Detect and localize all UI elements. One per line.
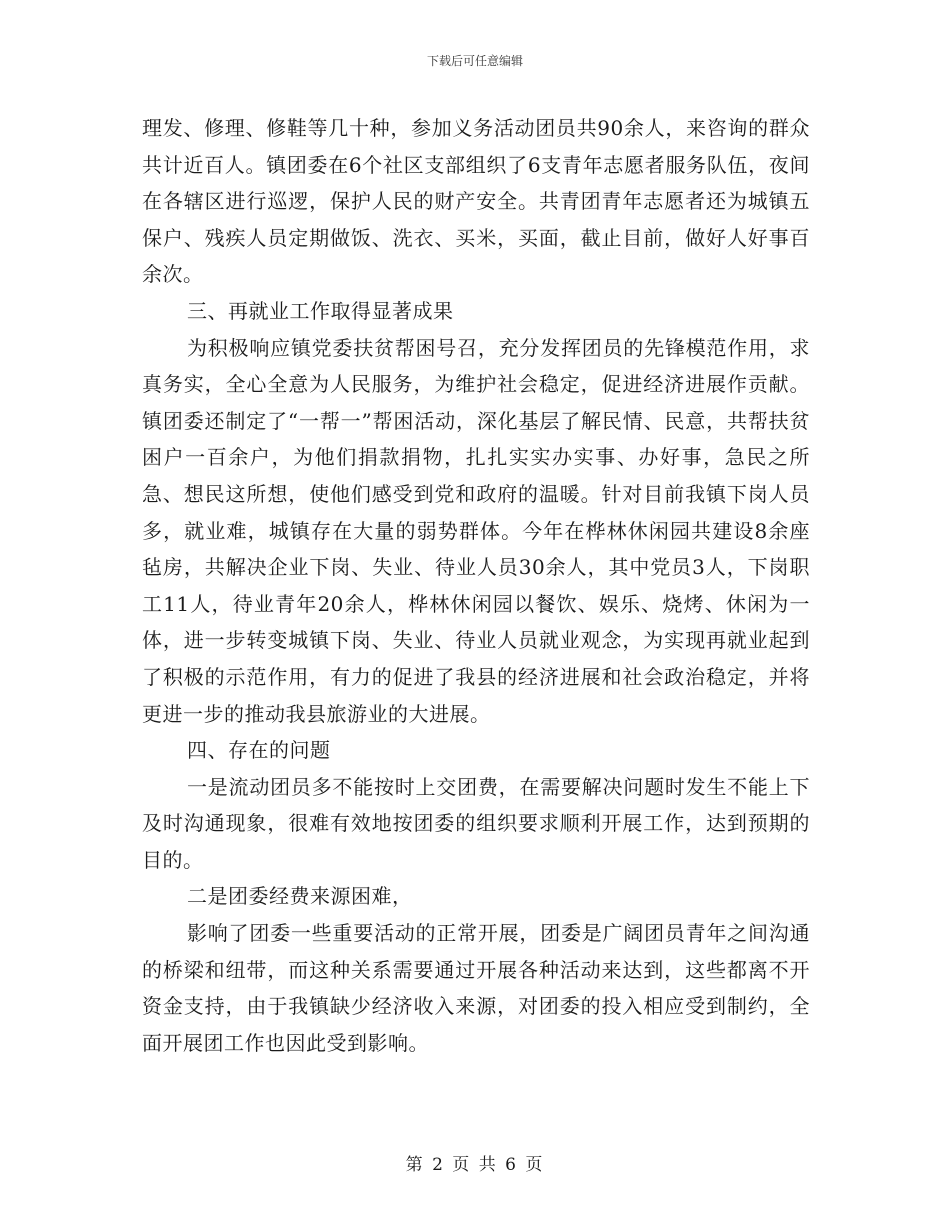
paragraph: 影响了团委一些重要活动的正常开展，团委是广阔团员青年之间沟通的桥梁和纽带，而这种关系需要通过开展各种活动来达到，这些都离不开资金支持，由于我镇缺少经济收入来源，对团委的投入相应受到制约，全面开展团工作也因此受到影响。	[142, 921, 810, 1055]
page-number: 第 2 页 共 6 页	[405, 1155, 545, 1175]
document-body	[142, 110, 810, 1061]
section-heading: 四、存在的问题	[187, 738, 331, 763]
section-heading: 三、再就业工作取得显著成果	[187, 298, 454, 323]
paragraph: 一是流动团员多不能按时上交团费，在需要解决问题时发生不能上下及时沟通现象，很难有效地按团委的组织要求顺利开展工作，达到预期的目的。	[142, 774, 810, 872]
paragraph: 为积极响应镇党委扶贫帮困号召，充分发挥团员的先锋模范作用，求真务实，全心全意为人民服务，为维护社会稳定，促进经济进展作贡献。镇团委还制定了“一帮一”帮困活动，深化基层了解民情、民意，共帮扶贫困户一百余户，为他们捐款捐物，扎扎实实办实事、办好事，急民之所急、想民这所想，使他们感受到党和政府的温暖。针对目前我镇下岗人员多，就业难，城镇存在大量的弱势群体。今年在桦林休闲园共建设8余座毡房，共解决企业下岗、失业、待业人员30余人，其中党员3人，下岗职工11人，待业青年20余人，桦林休闲园以餐饮、娱乐、烧烤、休闲为一体，进一步转变城镇下岗、失业、待业人员就业观念，为实现再就业起到了积极的示范作用，有力的促进了我县的经济进展和社会政治稳定，并将更进一步的推动我县旅游业的大进展。	[142, 335, 810, 726]
page-header: 下载后可任意编辑	[426, 54, 523, 68]
paragraph: 理发、修理、修鞋等几十种，参加义务活动团员共90余人，来咨询的群众共计近百人。镇团委在6个社区支部组织了6支青年志愿者服务队伍，夜间在各辖区进行巡逻，保护人民的财产安全。共青团青年志愿者还为城镇五保户、残疾人员定期做饭、洗衣、买米，买面，截止目前，做好人好事百余次。	[142, 116, 810, 287]
paragraph: 二是团委经费来源困难，	[187, 884, 413, 909]
